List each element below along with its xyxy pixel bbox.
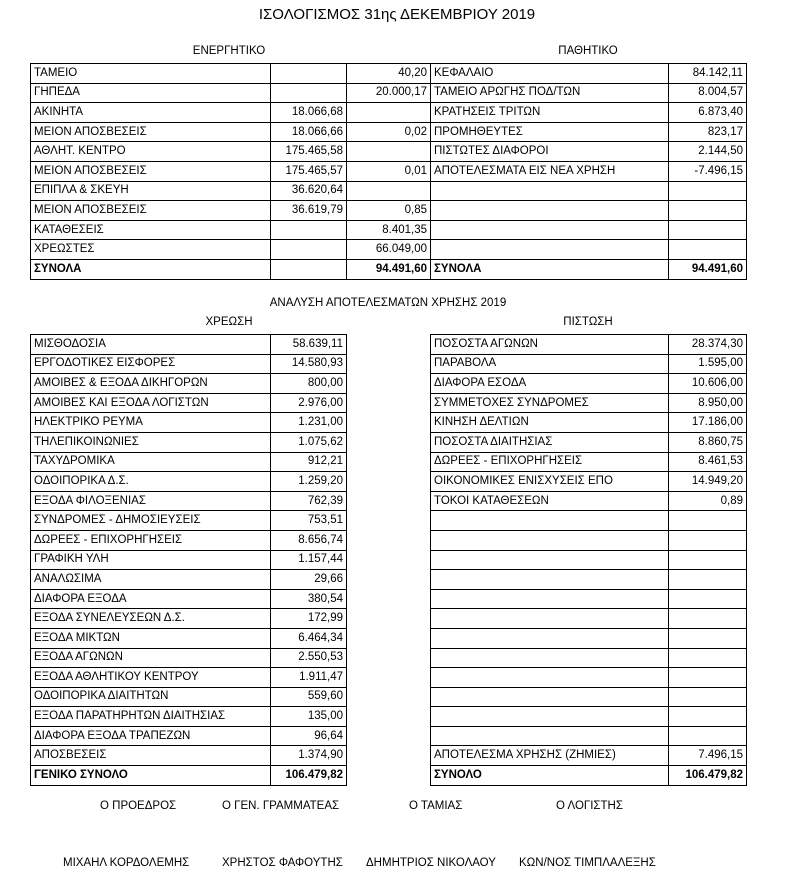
amount-cell: 8.461,53: [669, 452, 747, 472]
asset-row: [31, 181, 431, 201]
row-label: ΚΕΦΑΛΑΙΟ: [431, 64, 669, 84]
role-secretary: Ο ΓΕΝ. ΓΡΑΜΜΑΤΕΑΣ: [222, 800, 340, 812]
amount-cell: 7.496,15: [669, 746, 747, 766]
liabilities-table: [430, 63, 747, 280]
credit-row: [431, 491, 747, 511]
amount-cell: 1.911,47: [271, 668, 347, 688]
amount-cell: 753,51: [271, 511, 347, 531]
amount-cell: 66.049,00: [347, 240, 431, 260]
amount-cell: [347, 103, 431, 123]
debit-header: ΧΡΕΩΣΗ: [205, 316, 253, 328]
row-label: ΑΠΟΤΕΛΕΣΜΑΤΑ ΕΙΣ ΝΕΑ ΧΡΗΣΗ: [431, 161, 669, 181]
credit-row: [431, 550, 747, 570]
credit-row: [431, 589, 747, 609]
amount-cell: 1.157,44: [271, 550, 347, 570]
debit-row: [31, 550, 431, 570]
row-label: ΣΥΝΟΛΑ: [431, 259, 669, 279]
row-label: ΕΞΟΔΑ ΣΥΝΕΛΕΥΣΕΩΝ Δ.Σ.: [31, 609, 271, 629]
amount-cell: 8.401,35: [347, 220, 431, 240]
row-label: [431, 511, 669, 531]
liability-row: [431, 122, 747, 142]
liability-row: [431, 83, 747, 103]
credit-row: [431, 393, 747, 413]
debit-row: [31, 530, 431, 550]
amount-cell: 2.550,53: [271, 648, 347, 668]
amount-cell: [271, 240, 347, 260]
row-label: [431, 707, 669, 727]
role-accountant: Ο ΛΟΓΙΣΤΗΣ: [556, 800, 623, 812]
amount-cell: -7.496,15: [669, 161, 747, 181]
debit-row: [31, 491, 431, 511]
amount-cell: 8.656,74: [271, 530, 347, 550]
amount-cell: 40,20: [347, 64, 431, 84]
name-secretary: ΧΡΗΣΤΟΣ ΦΑΦΟΥΤΗΣ: [222, 857, 343, 869]
amount-cell: 17.186,00: [669, 413, 747, 433]
amount-cell: [271, 64, 347, 84]
row-label: ΠΙΣΤΩΤΕΣ ΔΙΑΦΟΡΟΙ: [431, 142, 669, 162]
credit-row: [431, 648, 747, 668]
credit-row: [431, 374, 747, 394]
liability-row: [431, 103, 747, 123]
row-label: [431, 201, 669, 221]
row-label: [431, 570, 669, 590]
asset-row: [31, 240, 431, 260]
credit-row: [431, 687, 747, 707]
name-accountant: ΚΩΝ/ΝΟΣ ΤΙΜΠΛΑΛΕΞΗΣ: [519, 857, 656, 869]
amount-cell: 18.066,68: [271, 103, 347, 123]
amount-cell: 14.580,93: [271, 354, 347, 374]
row-label: ΕΞΟΔΑ ΑΘΛΗΤΙΚΟΥ ΚΕΝΤΡΟΥ: [31, 668, 271, 688]
amount-cell: 8.950,00: [669, 393, 747, 413]
amount-cell: [347, 181, 431, 201]
row-label: ΤΑΧΥΔΡΟΜΙΚΑ: [31, 452, 271, 472]
row-label: ΓΡΑΦΙΚΗ ΥΛΗ: [31, 550, 271, 570]
credit-row: [431, 570, 747, 590]
row-label: ΚΑΤΑΘΕΣΕΙΣ: [31, 220, 271, 240]
row-label: ΕΞΟΔΑ ΜΙΚΤΩΝ: [31, 628, 271, 648]
row-label: ΣΥΝΟΛΑ: [31, 259, 271, 279]
debit-row: [31, 589, 431, 609]
amount-cell: 6.873,40: [669, 103, 747, 123]
row-label: [431, 726, 669, 746]
amount-cell: 0,89: [669, 491, 747, 511]
amount-cell: [669, 609, 747, 629]
row-label: ΑΠΟΣΒΕΣΕΙΣ: [31, 746, 271, 766]
row-label: [431, 181, 669, 201]
debit-row: [31, 511, 431, 531]
amount-cell: 559,60: [271, 687, 347, 707]
debit-row: [31, 628, 431, 648]
amount-cell: 1.075,62: [271, 432, 347, 452]
role-president: Ο ΠΡΟΕΔΡΟΣ: [100, 800, 177, 812]
row-label: ΚΙΝΗΣΗ ΔΕΛΤΙΩΝ: [431, 413, 669, 433]
amount-cell: [669, 181, 747, 201]
row-label: ΤΗΛΕΠΙΚΟΙΝΩΝΙΕΣ: [31, 432, 271, 452]
row-label: [431, 668, 669, 688]
row-label: ΣΥΜΜΕΤΟΧΕΣ ΣΥΝΔΡΟΜΕΣ: [431, 393, 669, 413]
amount-cell: 0,02: [347, 122, 431, 142]
amount-cell: 1.259,20: [271, 472, 347, 492]
row-label: ΟΔΟΙΠΟΡΙΚΑ ΔΙΑΙΤΗΤΩΝ: [31, 687, 271, 707]
amount-cell: 175.465,57: [271, 161, 347, 181]
debit-row: [31, 452, 431, 472]
amount-cell: 36.619,79: [271, 201, 347, 221]
amount-cell: [669, 668, 747, 688]
debit-total-row: [31, 766, 431, 786]
amount-cell: 84.142,11: [669, 64, 747, 84]
row-label: ΕΞΟΔΑ ΠΑΡΑΤΗΡΗΤΩΝ ΔΙΑΙΤΗΣΙΑΣ: [31, 707, 271, 727]
amount-cell: 106.479,82: [669, 766, 747, 786]
debit-row: [31, 609, 431, 629]
debit-row: [31, 413, 431, 433]
asset-row: [31, 64, 431, 84]
amount-cell: [669, 550, 747, 570]
credit-row: [431, 746, 747, 766]
amount-cell: 2.976,00: [271, 393, 347, 413]
amount-cell: 29,66: [271, 570, 347, 590]
amount-cell: 18.066,66: [271, 122, 347, 142]
row-label: ΔΙΑΦΟΡΑ ΕΞΟΔΑ: [31, 589, 271, 609]
row-label: [431, 530, 669, 550]
debit-row: [31, 354, 431, 374]
liabilities-header: ΠΑΘΗΤΙΚΟ: [558, 45, 618, 57]
role-treasurer: Ο ΤΑΜΙΑΣ: [409, 800, 463, 812]
amount-cell: [669, 628, 747, 648]
row-label: ΕΞΟΔΑ ΦΙΛΟΞΕΝΙΑΣ: [31, 491, 271, 511]
amount-cell: 135,00: [271, 707, 347, 727]
credit-row: [431, 354, 747, 374]
debit-row: [31, 648, 431, 668]
amount-cell: 172,99: [271, 609, 347, 629]
asset-row: [31, 83, 431, 103]
debit-row: [31, 746, 431, 766]
liability-row: [431, 201, 747, 221]
amount-cell: 106.479,82: [271, 766, 347, 786]
row-label: [431, 609, 669, 629]
credit-row: [431, 472, 747, 492]
row-label: ΜΕΙΟΝ ΑΠΟΣΒΕΣΕΙΣ: [31, 201, 271, 221]
assets-header: ΕΝΕΡΓΗΤΙΚΟ: [192, 45, 266, 57]
amount-cell: 20.000,17: [347, 83, 431, 103]
row-label: ΔΩΡΕΕΣ - ΕΠΙΧΟΡΗΓΗΣΕΙΣ: [431, 452, 669, 472]
amount-cell: 762,39: [271, 491, 347, 511]
amount-cell: 2.144,50: [669, 142, 747, 162]
row-label: ΑΘΛΗΤ. ΚΕΝΤΡΟ: [31, 142, 271, 162]
credit-row: [431, 707, 747, 727]
amount-cell: [669, 201, 747, 221]
row-label: ΜΕΙΟΝ ΑΠΟΣΒΕΣΕΙΣ: [31, 161, 271, 181]
row-label: ΣΥΝΟΛΟ: [431, 766, 669, 786]
row-label: ΤΑΜΕΙΟ: [31, 64, 271, 84]
row-label: [431, 648, 669, 668]
asset-row: [31, 122, 431, 142]
credit-row: [431, 609, 747, 629]
row-label: ΑΝΑΛΩΣΙΜΑ: [31, 570, 271, 590]
row-label: ΤΑΜΕΙΟ ΑΡΩΓΗΣ ΠΟΔ/ΤΩΝ: [431, 83, 669, 103]
amount-cell: 10.606,00: [669, 374, 747, 394]
page-title: ΙΣΟΛΟΓΙΣΜΟΣ 31ης ΔΕΚΕΜΒΡΙΟΥ 2019: [258, 6, 536, 23]
liability-total-row: [431, 259, 747, 279]
row-label: ΠΟΣΟΣΤΑ ΑΓΩΝΩΝ: [431, 335, 669, 355]
row-label: ΠΑΡΑΒΟΛΑ: [431, 354, 669, 374]
amount-cell: 28.374,30: [669, 335, 747, 355]
debit-row: [31, 393, 431, 413]
row-label: ΕΡΓΟΔΟΤΙΚΕΣ ΕΙΣΦΟΡΕΣ: [31, 354, 271, 374]
amount-cell: 0,01: [347, 161, 431, 181]
liability-row: [431, 181, 747, 201]
liability-row: [431, 64, 747, 84]
credit-row: [431, 511, 747, 531]
row-label: ΔΙΑΦΟΡΑ ΕΞΟΔΑ ΤΡΑΠΕΖΩΝ: [31, 726, 271, 746]
row-label: ΑΜΟΙΒΕΣ ΚΑΙ ΕΞΟΔΑ ΛΟΓΙΣΤΩΝ: [31, 393, 271, 413]
amount-cell: [347, 142, 431, 162]
row-label: ΔΙΑΦΟΡΑ ΕΣΟΔΑ: [431, 374, 669, 394]
row-label: ΤΟΚΟΙ ΚΑΤΑΘΕΣΕΩΝ: [431, 491, 669, 511]
row-label: [431, 220, 669, 240]
row-label: ΜΙΣΘΟΔΟΣΙΑ: [31, 335, 271, 355]
row-label: ΜΕΙΟΝ ΑΠΟΣΒΕΣΕΙΣ: [31, 122, 271, 142]
amount-cell: 1.231,00: [271, 413, 347, 433]
row-label: ΑΜΟΙΒΕΣ & ΕΞΟΔΑ ΔΙΚΗΓΟΡΩΝ: [31, 374, 271, 394]
row-label: ΠΡΟΜΗΘΕΥΤΕΣ: [431, 122, 669, 142]
credit-row: [431, 413, 747, 433]
debit-row: [31, 707, 431, 727]
amount-cell: [271, 83, 347, 103]
row-label: ΗΛΕΚΤΡΙΚΟ ΡΕΥΜΑ: [31, 413, 271, 433]
liability-row: [431, 161, 747, 181]
liability-row: [431, 220, 747, 240]
row-label: ΓΗΠΕΔΑ: [31, 83, 271, 103]
amount-cell: 175.465,58: [271, 142, 347, 162]
amount-cell: 6.464,34: [271, 628, 347, 648]
amount-cell: [669, 707, 747, 727]
amount-cell: 0,85: [347, 201, 431, 221]
credit-total-row: [431, 766, 747, 786]
amount-cell: 1.374,90: [271, 746, 347, 766]
amount-cell: [669, 530, 747, 550]
credit-row: [431, 726, 747, 746]
row-label: [431, 589, 669, 609]
amount-cell: 8.860,75: [669, 432, 747, 452]
amount-cell: 36.620,64: [271, 181, 347, 201]
amount-cell: [669, 240, 747, 260]
row-label: ΣΥΝΔΡΟΜΕΣ - ΔΗΜΟΣΙΕΥΣΕΙΣ: [31, 511, 271, 531]
row-label: ΑΚΙΝΗΤΑ: [31, 103, 271, 123]
amount-cell: [669, 726, 747, 746]
debit-row: [31, 687, 431, 707]
credit-row: [431, 530, 747, 550]
asset-row: [31, 142, 431, 162]
asset-row: [31, 103, 431, 123]
amount-cell: 94.491,60: [669, 259, 747, 279]
credit-table: [430, 334, 747, 786]
liability-row: [431, 240, 747, 260]
debit-row: [31, 726, 431, 746]
debit-row: [31, 335, 431, 355]
amount-cell: 912,21: [271, 452, 347, 472]
credit-row: [431, 335, 747, 355]
debit-row: [31, 472, 431, 492]
amount-cell: [669, 589, 747, 609]
assets-table: [30, 63, 431, 280]
row-label: ΟΙΚΟΝΟΜΙΚΕΣ ΕΝΙΣΧΥΣΕΙΣ ΕΠΟ: [431, 472, 669, 492]
row-label: ΔΩΡΕΕΣ - ΕΠΙΧΟΡΗΓΗΣΕΙΣ: [31, 530, 271, 550]
amount-cell: 8.004,57: [669, 83, 747, 103]
amount-cell: 96,64: [271, 726, 347, 746]
row-label: [431, 628, 669, 648]
amount-cell: 1.595,00: [669, 354, 747, 374]
amount-cell: 380,54: [271, 589, 347, 609]
credit-row: [431, 452, 747, 472]
amount-cell: [271, 259, 347, 279]
row-label: ΟΔΟΙΠΟΡΙΚΑ Δ.Σ.: [31, 472, 271, 492]
amount-cell: [669, 687, 747, 707]
row-label: ΑΠΟΤΕΛΕΣΜΑ ΧΡΗΣΗΣ (ΖΗΜΙΕΣ): [431, 746, 669, 766]
amount-cell: 94.491,60: [347, 259, 431, 279]
row-label: ΕΠΙΠΛΑ & ΣΚΕΥΗ: [31, 181, 271, 201]
name-president: ΜΙΧΑΗΛ ΚΟΡΔΟΛΕΜΗΣ: [63, 857, 190, 869]
amount-cell: 14.949,20: [669, 472, 747, 492]
amount-cell: [669, 570, 747, 590]
debit-table: [30, 334, 431, 786]
debit-row: [31, 374, 431, 394]
amount-cell: [669, 511, 747, 531]
row-label: [431, 240, 669, 260]
row-label: ΧΡΕΩΣΤΕΣ: [31, 240, 271, 260]
debit-row: [31, 570, 431, 590]
liability-row: [431, 142, 747, 162]
credit-header: ΠΙΣΤΩΣΗ: [563, 316, 613, 328]
credit-row: [431, 668, 747, 688]
amount-cell: [271, 220, 347, 240]
amount-cell: 823,17: [669, 122, 747, 142]
credit-row: [431, 432, 747, 452]
row-label: ΓΕΝΙΚΟ ΣΥΝΟΛΟ: [31, 766, 271, 786]
asset-row: [31, 161, 431, 181]
results-title: ΑΝΑΛΥΣΗ ΑΠΟΤΕΛΕΣΜΑΤΩΝ ΧΡΗΣΗΣ 2019: [269, 297, 507, 309]
asset-row: [31, 220, 431, 240]
row-label: [431, 687, 669, 707]
row-label: ΠΟΣΟΣΤΑ ΔΙΑΙΤΗΣΙΑΣ: [431, 432, 669, 452]
debit-row: [31, 432, 431, 452]
amount-cell: [669, 220, 747, 240]
asset-total-row: [31, 259, 431, 279]
row-label: ΕΞΟΔΑ ΑΓΩΝΩΝ: [31, 648, 271, 668]
credit-row: [431, 628, 747, 648]
amount-cell: 800,00: [271, 374, 347, 394]
amount-cell: [669, 648, 747, 668]
name-treasurer: ΔΗΜΗΤΡΙΟΣ ΝΙΚΟΛΑΟΥ: [366, 857, 496, 869]
asset-row: [31, 201, 431, 221]
row-label: [431, 550, 669, 570]
amount-cell: 58.639,11: [271, 335, 347, 355]
row-label: ΚΡΑΤΗΣΕΙΣ ΤΡΙΤΩΝ: [431, 103, 669, 123]
debit-row: [31, 668, 431, 688]
